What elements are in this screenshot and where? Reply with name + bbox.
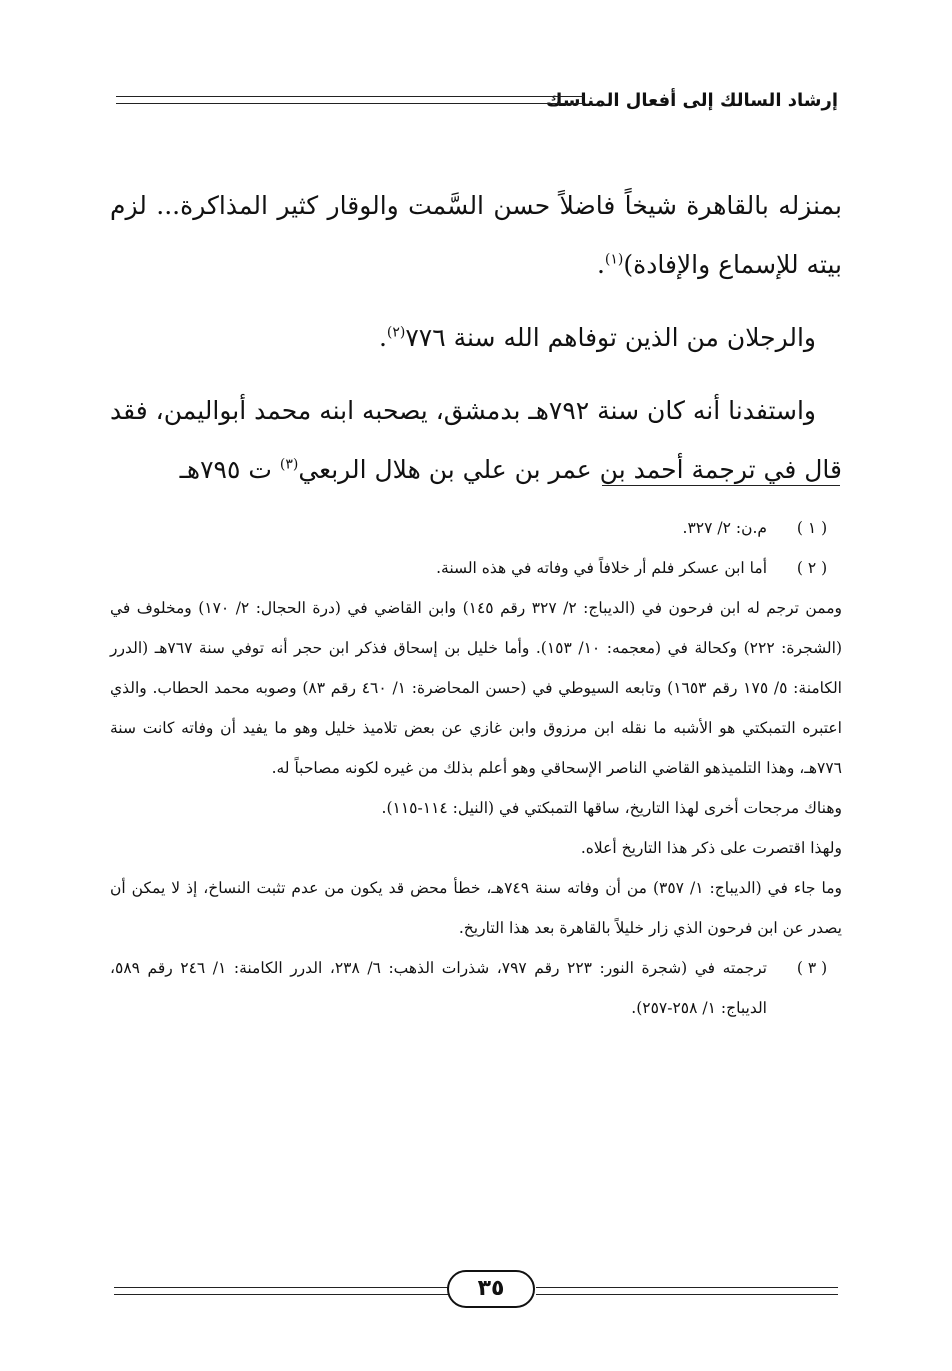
footnotes [110,508,842,1028]
footnote-ref-1: (١) [604,251,624,268]
paragraph-end: . [596,250,605,279]
footnote-text: أما ابن عسكر فلم أر خلافاً في وفاته في هذه السنة. [436,559,767,577]
paragraph-text: والرجلان من الذين توفاهم الله سنة ٧٧٦ [405,323,816,352]
footnote-continuation: وما جاء في (الديباج: ١/ ٣٥٧) من أن وفاته سنة ٧٤٩هـ، خطأ محض قد يكون من عدم تثبت النساخ، إذ لا يمكن أن يصدر عن ابن فرحون الذي زار خليلاً بالقاهرة بعد هذا التاريخ. [110,879,843,937]
page-number: ٣٥ [447,1270,535,1308]
body-paragraph-1 [110,176,842,294]
footer-rule-right [536,1287,838,1295]
footnote-number: ( ١ ) [796,519,828,537]
footnote-ref-3: (٣) [279,456,299,473]
footnote-1 [110,508,842,548]
header-double-rule [116,96,584,104]
body-paragraph-2 [110,308,842,367]
main-text [110,176,842,499]
paragraph-text: بمنزله بالقاهرة شيخاً فاضلاً حسن السَّمت والوقار كثير المذاكرة... لزم بيته للإسماع والإفادة) [110,191,842,279]
footer-rule-left [114,1287,448,1295]
running-header [116,82,838,122]
footnote-continuation: وهناك مرجحات أخرى لهذا التاريخ، ساقها التمبكتي في (النيل: ١١٤-١١٥). [381,799,842,817]
body-paragraph-3 [110,381,842,499]
footnote-text: م.ن: ٢/ ٣٢٧. [682,519,767,537]
footnote-number: ( ٣ ) [796,959,828,977]
paragraph-end: . [378,323,387,352]
book-title: إرشاد السالك إلى أفعال المناسك [545,90,838,111]
footnote-separator [602,485,840,486]
footnote-3 [110,948,842,1028]
footnote-number: ( ٢ ) [796,559,828,577]
footnote-2 [110,548,842,948]
footnote-ref-2: (٢) [386,324,406,341]
paragraph-end: ت ٧٩٥هـ [179,455,272,484]
paragraph-text: واستفدنا أنه كان سنة ٧٩٢هـ بدمشق، يصحبه ابنه محمد أبواليمن، فقد قال في ترجمة أحمد بن عمر بن علي بن هلال الربعي [110,396,842,484]
footnote-continuation: وممن ترجم له ابن فرحون في (الديباج: ٢/ ٣٢٧ رقم ١٤٥) وابن القاضي في (درة الحجال: ٢/ ١٧٠) ومخلوف في (الشجرة: ٢٢٢) وكحالة في (معجمه: ١٠/ ١٥٣). وأما خليل بن إسحاق فذكر ابن حجر أنه توفي سنة ٧٦٧هـ (الدرر الكامنة: ٥/ ١٧٥ رقم ١٦٥٣) وتابعه السيوطي في (حسن المحاضرة: ١/ ٤٦٠ رقم ٨٣) وصوبه محمد الحطاب. والذي اعتبره التمبكتي هو الأشبه ما نقله ابن مرزوق وابن غازي عن بعض تلاميذ خليل وهو ما يفيد أن وفاته كانت سنة ٧٧٦هـ، وهذا التلميذهو القاضي الناصر الإسحاقي وهو أعلم بذلك من غيره لكونه مصاحباً له. [110,599,842,777]
footnote-continuation: ولهذا اقتصرت على ذكر هذا التاريخ أعلاه. [580,839,842,857]
footnote-text: ترجمته في (شجرة النور: ٢٢٣ رقم ٧٩٧، شذرات الذهب: ٦/ ٢٣٨، الدرر الكامنة: ١/ ٢٤٦ رقم ٥٨٩، الديباج: ١/ ٢٥٨-٢٥٧). [110,959,767,1017]
